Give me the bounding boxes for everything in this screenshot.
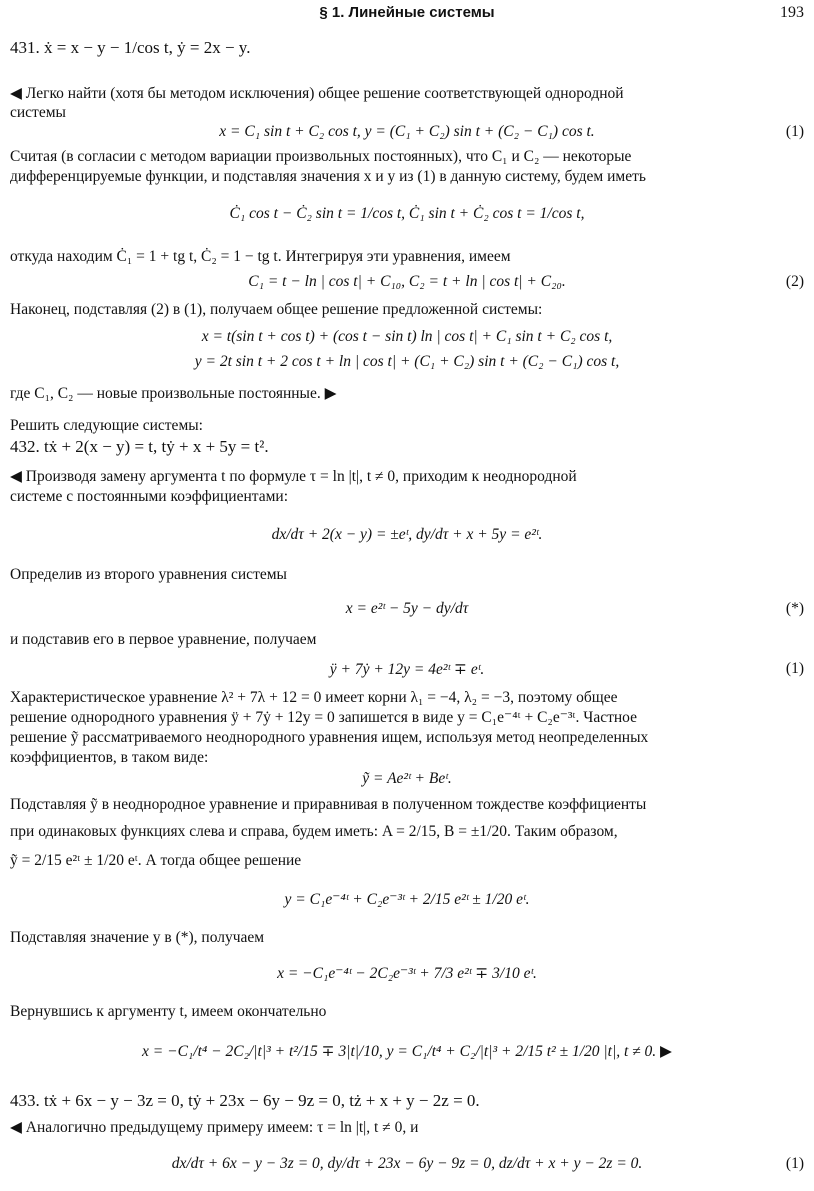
text-line: решение однородного уравнения ÿ + 7ẏ + 12y = 0 запишется в виде y = C₁e⁻⁴ᵗ + C₂e⁻³ᵗ. Частное bbox=[10, 709, 637, 726]
text-line: ◀ Аналогично предыдущему примеру имеем: τ = ln |t|, t ≠ 0, и bbox=[10, 1119, 419, 1136]
equation: x = −C₁e⁻⁴ᵗ − 2C₂e⁻³ᵗ + 7/3 e²ᵗ ∓ 3/10 eᵗ. bbox=[277, 965, 537, 982]
text-line: при одинаковых функциях слева и справа, будем иметь: A = 2/15, B = ±1/20. Таким образом, bbox=[10, 823, 618, 840]
equation: Ċ₁ cos t − Ċ₂ sin t = 1/cos t, Ċ₁ sin t + Ċ₂ cos t = 1/cos t, bbox=[229, 205, 585, 222]
text-line: системы bbox=[10, 104, 66, 121]
text-line: где C₁, C₂ — новые произвольные постоянные. ▶ bbox=[10, 385, 337, 402]
equation: x = −C₁/t⁴ − 2C₂/|t|³ + t²/15 ∓ 3|t|/10, y = C₁/t⁴ + C₂/|t|³ + 2/15 t² ± 1/20 |t|, t ≠ 0. ▶ bbox=[142, 1043, 672, 1060]
equation-tag: (1) bbox=[785, 660, 804, 677]
text-line: Подставляя ỹ в неоднородное уравнение и приравнивая в полученном тождестве коэффициенты bbox=[10, 796, 647, 813]
equation: ỹ = Ae²ᵗ + Beᵗ. bbox=[362, 770, 452, 787]
equation: ÿ + 7ẏ + 12y = 4e²ᵗ ∓ eᵗ. bbox=[329, 661, 485, 678]
equation: x = e²ᵗ − 5y − dy/dτ bbox=[345, 600, 469, 617]
text-line: и подставив его в первое уравнение, получаем bbox=[10, 631, 317, 648]
text-line: ◀ Производя замену аргумента t по формуле τ = ln |t|, t ≠ 0, приходим к неоднородной bbox=[10, 468, 577, 485]
problem-431-statement: 431. ẋ = x − y − 1/cos t, ẏ = 2x − y. bbox=[10, 38, 251, 57]
equation: y = 2t sin t + 2 cos t + ln | cos t| + (C₁ + C₂) sin t + (C₂ − C₁) cos t, bbox=[194, 353, 620, 370]
equation: C₁ = t − ln | cos t| + C₁₀, C₂ = t + ln | cos t| + C₂₀. bbox=[248, 273, 566, 290]
text-line: откуда находим Ċ₁ = 1 + tg t, Ċ₂ = 1 − tg t. Интегрируя эти уравнения, имеем bbox=[10, 248, 511, 265]
text-line: Решить следующие системы: bbox=[10, 417, 203, 434]
equation-tag: (*) bbox=[785, 600, 804, 617]
text-line: Подставляя значение y в (*), получаем bbox=[10, 929, 265, 946]
text-line: ỹ = 2/15 e²ᵗ ± 1/20 eᵗ. А тогда общее решение bbox=[10, 852, 302, 869]
text-line: коэффициентов, в таком виде: bbox=[10, 749, 209, 766]
equation-tag: (1) bbox=[785, 1155, 804, 1172]
problem-433-statement: 433. tẋ + 6x − y − 3z = 0, tẏ + 23x − 6y − 9z = 0, tż + x + y − 2z = 0. bbox=[10, 1091, 480, 1110]
text-line: системе с постоянными коэффициентами: bbox=[10, 488, 289, 505]
page-number: 193 bbox=[780, 4, 804, 21]
equation: x = t(sin t + cos t) + (cos t − sin t) ln | cos t| + C₁ sin t + C₂ cos t, bbox=[201, 328, 613, 345]
text-line: дифференцируемые функции, и подставляя значения x и y из (1) в данную систему, будем иметь bbox=[10, 168, 646, 185]
equation: dx/dτ + 6x − y − 3z = 0, dy/dτ + 23x − 6y − 9z = 0, dz/dτ + x + y − 2z = 0. bbox=[171, 1155, 643, 1172]
text-line: ◀ Легко найти (хотя бы методом исключения) общее решение соответствующей однородной bbox=[10, 85, 624, 102]
equation: x = C₁ sin t + C₂ cos t, y = (C₁ + C₂) sin t + (C₂ − C₁) cos t. bbox=[219, 123, 595, 140]
text-line: Определив из второго уравнения системы bbox=[10, 566, 287, 583]
text-line: Считая (в согласии с методом вариации произвольных постоянных), что C₁ и C₂ — некоторые bbox=[10, 148, 632, 165]
equation-tag: (2) bbox=[785, 273, 804, 290]
equation: dx/dτ + 2(x − y) = ±eᵗ, dy/dτ + x + 5y = e²ᵗ. bbox=[271, 526, 543, 543]
text-line: Характеристическое уравнение λ² + 7λ + 12 = 0 имеет корни λ₁ = −4, λ₂ = −3, поэтому общее bbox=[10, 689, 618, 706]
text-line: Наконец, подставляя (2) в (1), получаем общее решение предложенной системы: bbox=[10, 301, 543, 318]
running-header: § 1. Линейные системы bbox=[319, 4, 495, 21]
problem-432-statement: 432. tẋ + 2(x − y) = t, tẏ + x + 5y = t². bbox=[10, 437, 269, 456]
text-line: Вернувшись к аргументу t, имеем окончательно bbox=[10, 1003, 327, 1020]
text-line: решение ỹ рассматриваемого неоднородного уравнения ищем, используя метод неопределенных bbox=[10, 729, 649, 746]
equation-tag: (1) bbox=[785, 123, 804, 140]
equation: y = C₁e⁻⁴ᵗ + C₂e⁻³ᵗ + 2/15 e²ᵗ ± 1/20 eᵗ. bbox=[284, 891, 530, 908]
